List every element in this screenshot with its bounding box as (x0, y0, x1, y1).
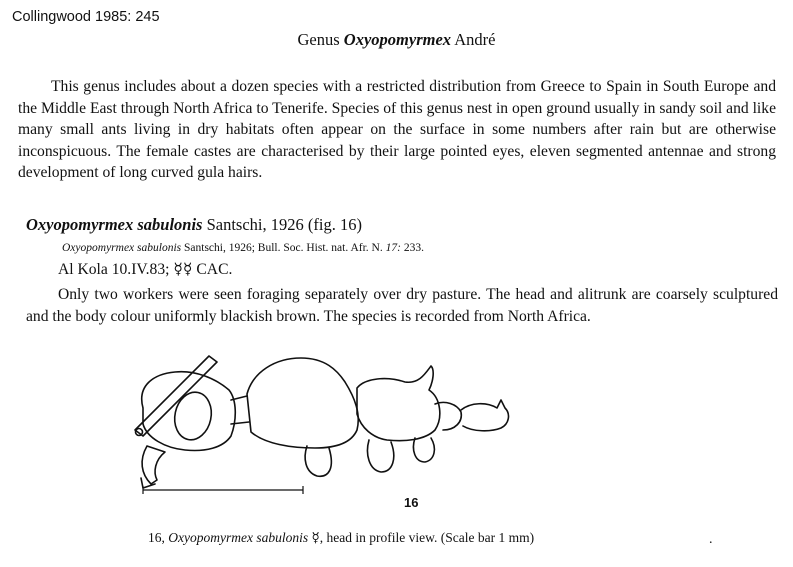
caption-prefix: 16, (148, 530, 165, 545)
caption-suffix: ☿, head in profile view. (Scale bar 1 mm) (311, 530, 535, 545)
leg-hind (413, 438, 434, 462)
species-author-year: Santschi, 1926 (fig. 16) (206, 215, 362, 234)
citation-header: Collingwood 1985: 245 (12, 9, 160, 25)
propodeum-outline (357, 366, 440, 441)
synonym-page: 233. (403, 242, 424, 254)
synonym-name: Oxyopomyrmex sabulonis (62, 242, 182, 254)
genus-prefix: Genus (297, 30, 340, 49)
species-heading (26, 215, 362, 235)
caption-species: Oxyopomyrmex sabulonis (168, 530, 309, 545)
mandible-outline (142, 446, 165, 484)
alitrunk-outline (247, 358, 358, 448)
scale-bar (143, 486, 303, 494)
genus-name: Oxyopomyrmex (343, 30, 452, 49)
synonym-ref: Santschi, 1926; Bull. Soc. Hist. nat. Afr. N. (184, 242, 383, 254)
figure-number: 16 (404, 495, 419, 510)
leg-front (305, 446, 331, 476)
intro-paragraph: This genus includes about a dozen species with a restricted distribution from Greece to Spain in South Europe and the Middle East through North Africa to Tenerife. Species of this genus nest in open ground usually in sandy soil and like many small ants living in dry habitats often appear on the surface in some numbers after rain but are otherwise inconspicuous. The female castes are characterised by their large pointed eyes, eleven segmented antennae and strong development of long curved gula hairs. (18, 78, 776, 182)
leg-mid (368, 440, 394, 472)
gaster-outline (461, 400, 508, 431)
head-outline (142, 372, 236, 451)
collection-record: Al Kola 10.IV.83; ☿☿ CAC. (58, 261, 233, 278)
ant-figure-drawing (125, 348, 525, 498)
species-name: Oxyopomyrmex sabulonis (26, 215, 203, 234)
species-notes: Only two workers were seen foraging separately over dry pasture. The head and alitrunk are coarsely sculptured and the body colour uniformly blackish brown. The species is recorded from North Africa. (26, 286, 778, 325)
figure-caption (148, 530, 534, 546)
stray-mark: . (709, 532, 713, 547)
genus-title (0, 30, 793, 50)
synonym-reference (62, 242, 424, 254)
eye-outline (170, 389, 215, 443)
genus-author: André (454, 30, 496, 49)
synonym-volume: 17: (385, 242, 401, 254)
